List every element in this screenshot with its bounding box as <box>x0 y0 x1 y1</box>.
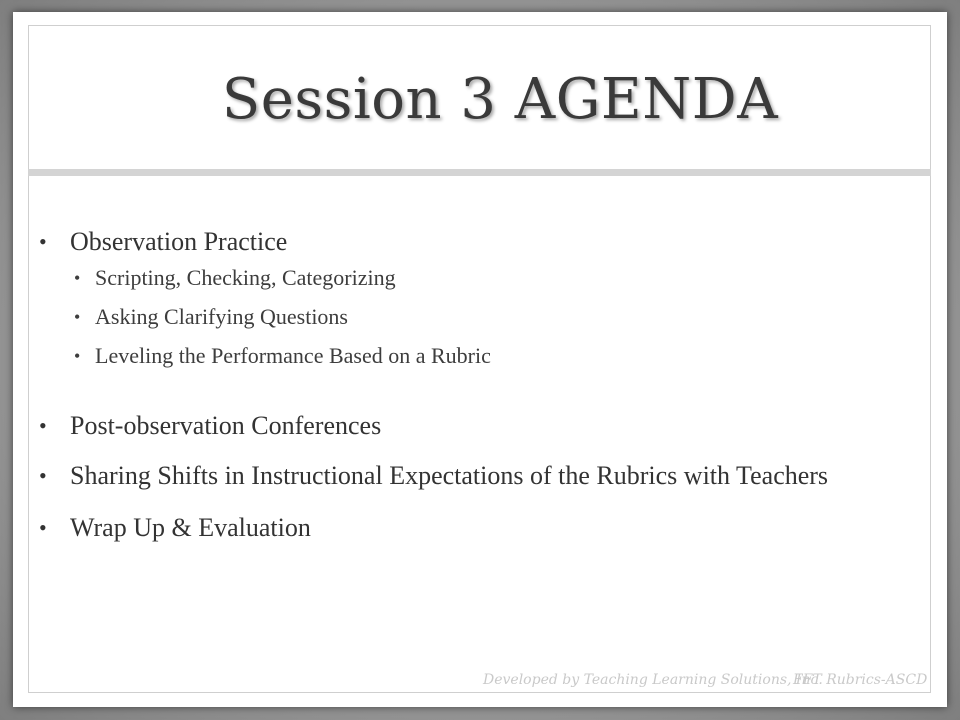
agenda-item-sharing-shifts: • Sharing Shifts in Instructional Expectations of the Rubrics with Teachers <box>33 461 913 491</box>
slide-title: Session 3 AGENDA <box>221 67 779 132</box>
agenda-list <box>33 227 913 543</box>
slide-title-container <box>13 67 947 132</box>
footer-credit: Developed by Teaching Learning Solutions, Inc. <box>483 672 823 688</box>
agenda-sublist <box>70 265 913 369</box>
agenda-item-label: Observation Practice <box>70 227 288 256</box>
agenda-item-post-observation: • Post-observation Conferences <box>33 411 913 441</box>
agenda-subitem: • Scripting, Checking, Categorizing <box>70 265 913 291</box>
title-divider <box>28 169 931 176</box>
agenda-subitem: • Leveling the Performance Based on a Rubric <box>70 343 913 369</box>
agenda-subitem: • Asking Clarifying Questions <box>70 304 913 330</box>
footer-source: FFT Rubrics-ASCD <box>793 672 928 688</box>
slide <box>13 12 947 707</box>
agenda-item-wrap-up: • Wrap Up & Evaluation <box>33 513 913 543</box>
agenda-item-observation-practice <box>33 227 913 369</box>
